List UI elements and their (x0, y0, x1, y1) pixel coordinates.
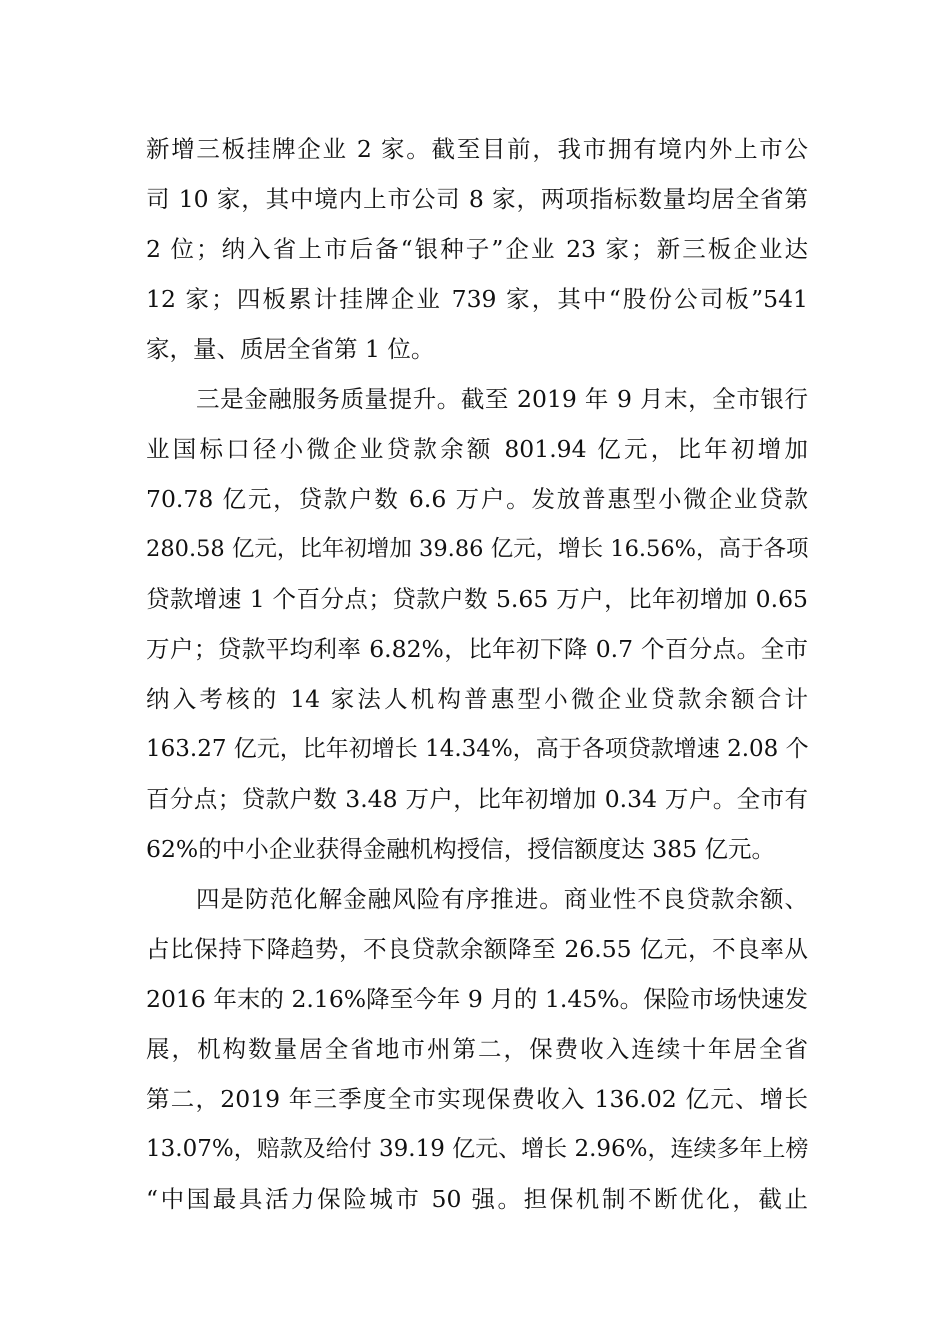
text-line: 70.78 亿元，贷款户数 6.6 万户。发放普惠型小微企业贷款 (146, 485, 808, 513)
text-line: 贷款增速 1 个百分点；贷款户数 5.65 万户，比年初增加 0.65 (146, 585, 808, 613)
text-line: “中国最具活力保险城市 50 强。担保机制不断优化，截止 (146, 1185, 808, 1213)
text-line: 百分点；贷款户数 3.48 万户，比年初增加 0.34 万户。全市有 (146, 785, 808, 813)
text-line: 12 家；四板累计挂牌企业 739 家，其中“股份公司板”541 (146, 285, 808, 313)
text-line: 占比保持下降趋势，不良贷款余额降至 26.55 亿元，不良率从 (146, 935, 808, 963)
text-line: 2 位；纳入省上市后备“银种子”企业 23 家；新三板企业达 (146, 235, 808, 263)
text-line: 第二，2019 年三季度全市实现保费收入 136.02 亿元、增长 (146, 1085, 808, 1113)
text-line: 业国标口径小微企业贷款余额 801.94 亿元，比年初增加 (146, 435, 808, 463)
text-line: 163.27 亿元，比年初增长 14.34%，高于各项贷款增速 2.08 个 (146, 736, 809, 762)
text-line: 2016 年末的 2.16%降至今年 9 月的 1.45%。保险市场快速发 (146, 985, 808, 1013)
text-line: 司 10 家，其中境内上市公司 8 家，两项指标数量均居全省第 (146, 185, 808, 213)
paragraph-heading-line: 三是金融服务质量提升。截至 2019 年 9 月末，全市银行 (196, 385, 808, 413)
text-line: 展，机构数量居全省地市州第二，保费收入连续十年居全省 (146, 1035, 808, 1063)
text-line: 家，量、质居全省第 1 位。 (146, 335, 435, 363)
text-line: 62%的中小企业获得金融机构授信，授信额度达 385 亿元。 (146, 835, 776, 863)
paragraph-heading-line: 四是防范化解金融风险有序推进。商业性不良贷款余额、 (196, 885, 808, 913)
text-line: 13.07%，赔款及给付 39.19 亿元、增长 2.96%，连续多年上榜 (146, 1136, 809, 1162)
text-line: 280.58 亿元，比年初增加 39.86 亿元，增长 16.56%，高于各项 (146, 536, 809, 562)
text-line: 新增三板挂牌企业 2 家。截至目前，我市拥有境内外上市公 (146, 135, 808, 163)
text-line: 万户；贷款平均利率 6.82%，比年初下降 0.7 个百分点。全市 (146, 635, 808, 663)
text-line: 纳入考核的 14 家法人机构普惠型小微企业贷款余额合计 (146, 685, 808, 713)
